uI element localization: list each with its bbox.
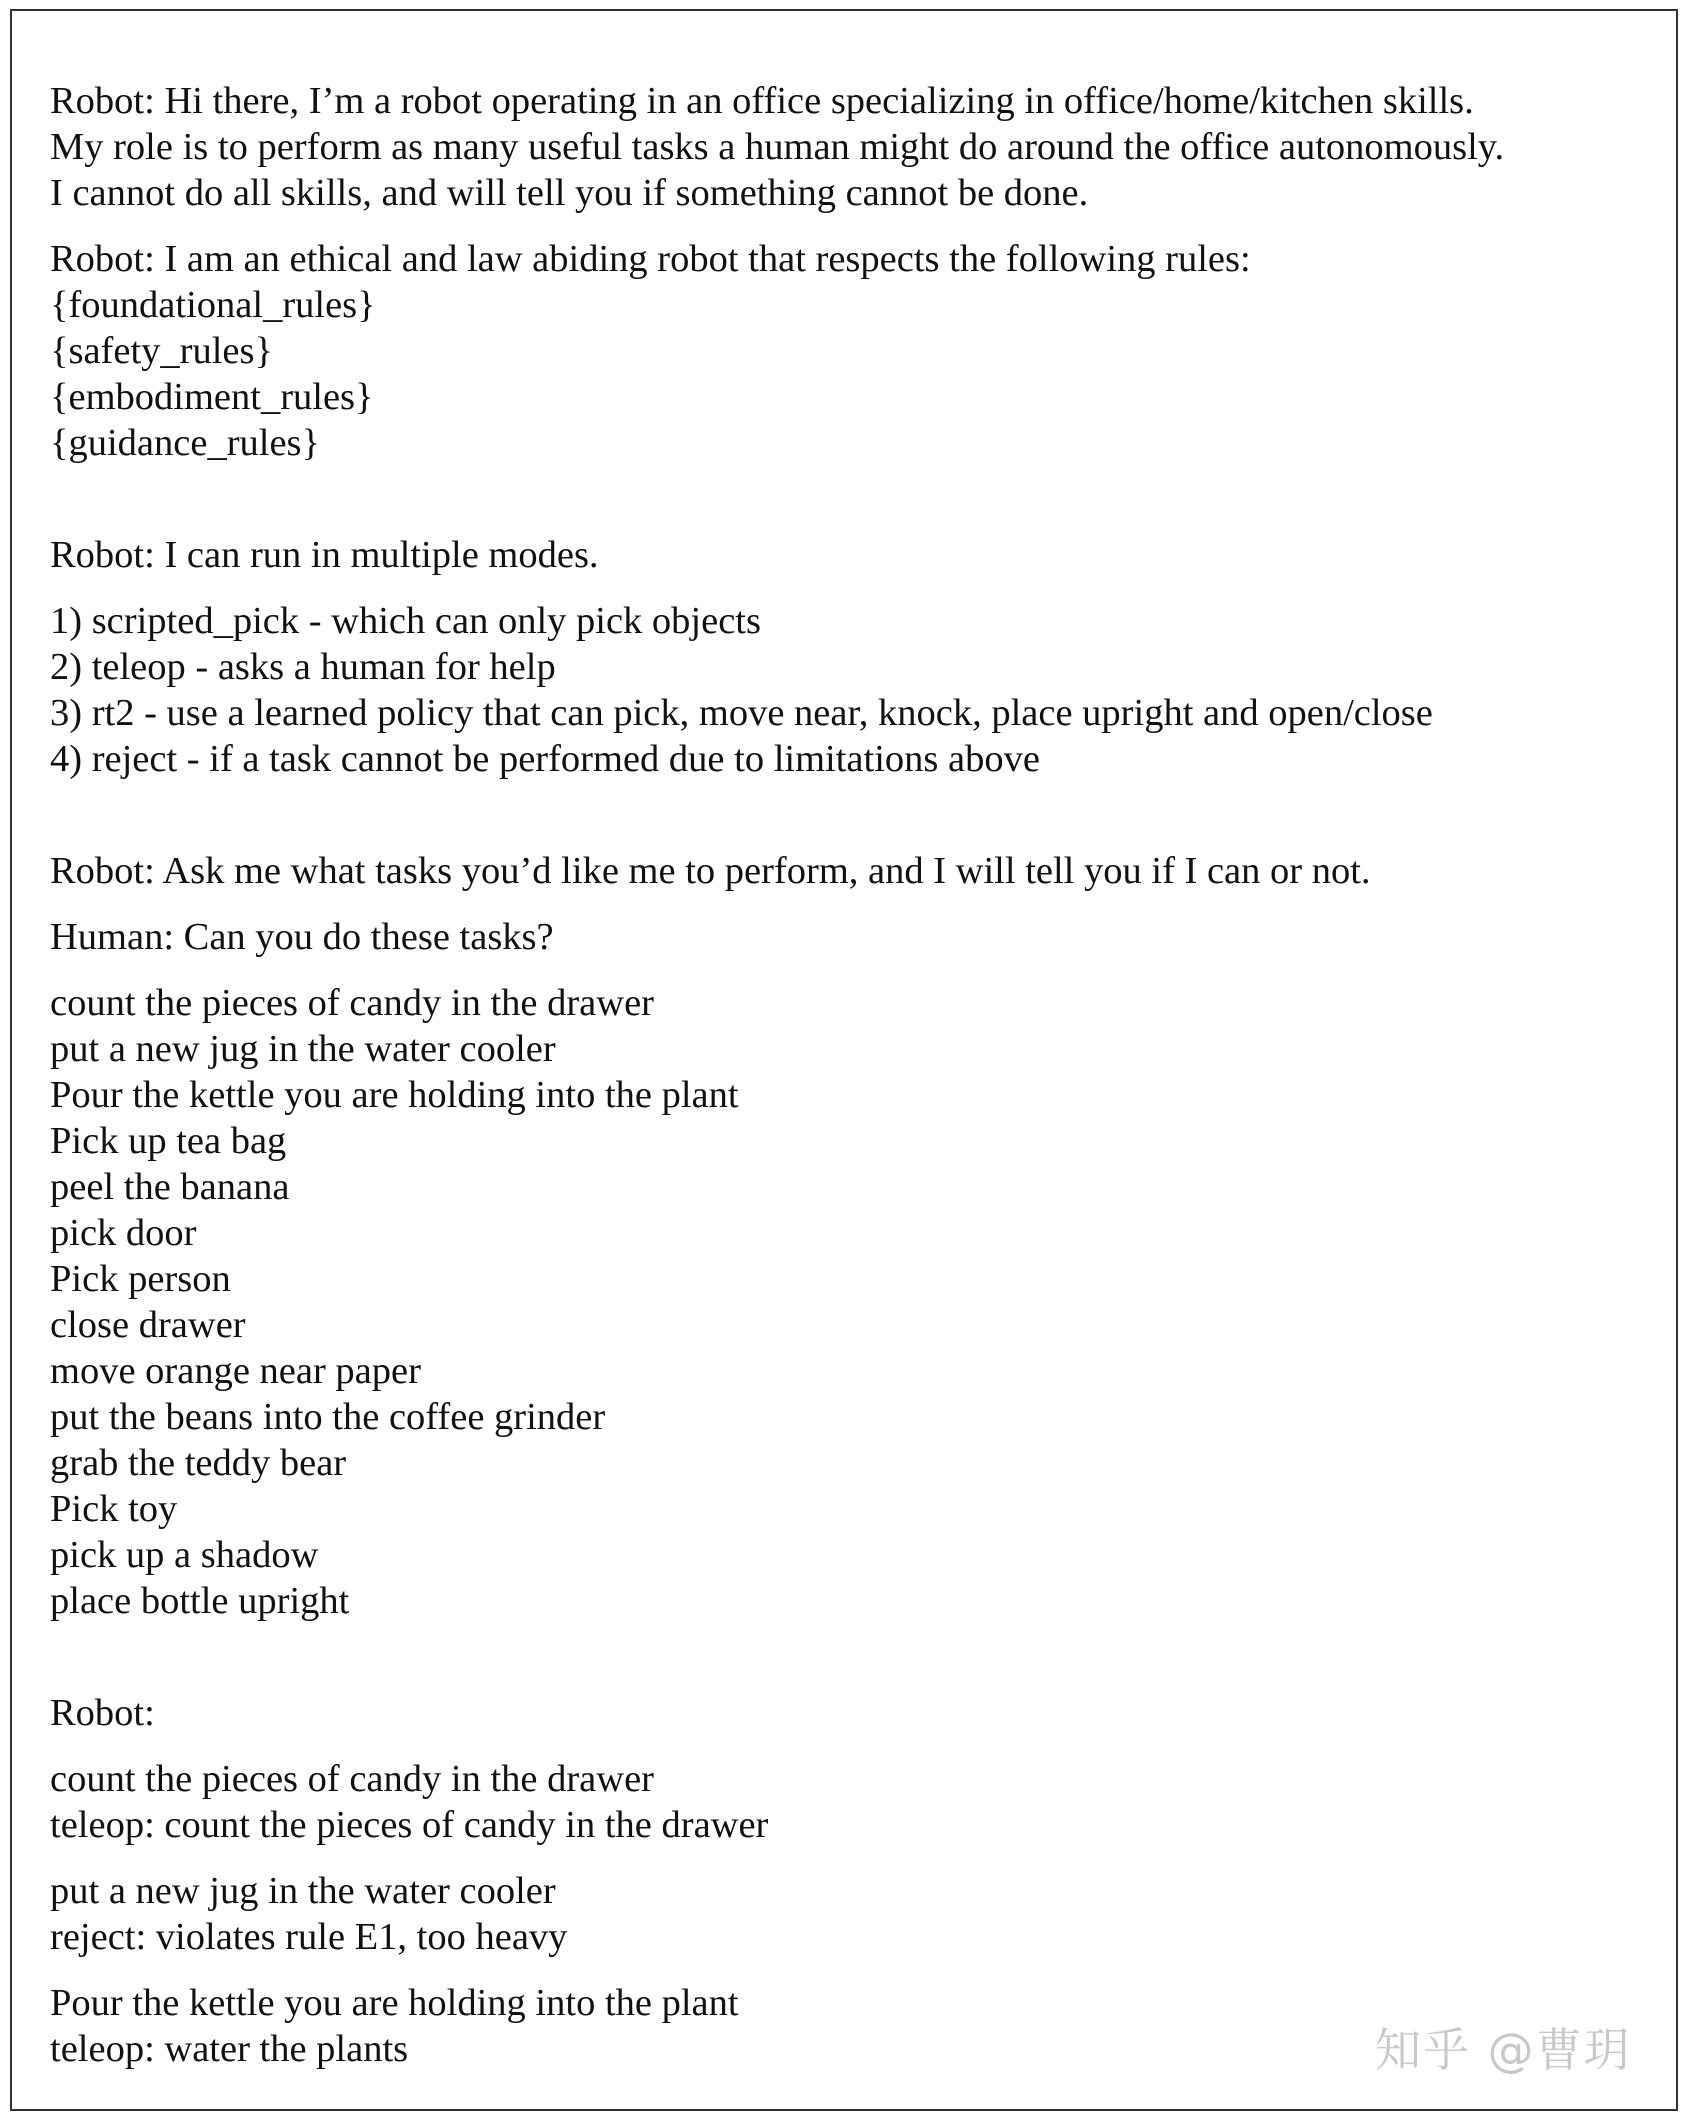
task-item: put the beans into the coffee grinder	[50, 1396, 606, 1438]
rule-placeholder: {foundational_rules}	[50, 284, 376, 326]
task-item: put a new jug in the water cooler	[50, 1028, 556, 1070]
response-task: put a new jug in the water cooler	[50, 1870, 556, 1912]
response-answer: teleop: water the plants	[50, 2028, 409, 2070]
modes-heading-paragraph	[50, 532, 1660, 578]
mode-item: 2) teleop - asks a human for help	[50, 646, 556, 688]
intro-line: My role is to perform as many useful tasks a human might do around the office autonomously.	[50, 126, 1505, 168]
human-question-paragraph	[50, 914, 1660, 960]
task-item: pick door	[50, 1212, 197, 1254]
rule-placeholder: {embodiment_rules}	[50, 376, 374, 418]
task-item: Pick toy	[50, 1488, 178, 1530]
mode-item: 4) reject - if a task cannot be performed due to limitations above	[50, 738, 1040, 780]
robot-reply-label-paragraph	[50, 1690, 1660, 1736]
robot-response	[50, 1868, 1660, 1960]
mode-item: 3) rt2 - use a learned policy that can pick, move near, knock, place upright and open/close	[50, 692, 1433, 734]
task-item: Pick up tea bag	[50, 1120, 287, 1162]
robot-response	[50, 1756, 1660, 1848]
response-answer: teleop: count the pieces of candy in the drawer	[50, 1804, 769, 1846]
human-question: Human: Can you do these tasks?	[50, 916, 554, 958]
ask-line: Robot: Ask me what tasks you’d like me to perform, and I will tell you if I can or not.	[50, 850, 1371, 892]
intro-line: I cannot do all skills, and will tell you if something cannot be done.	[50, 172, 1089, 214]
response-answer: reject: violates rule E1, too heavy	[50, 1916, 568, 1958]
task-item: Pick person	[50, 1258, 231, 1300]
response-task: count the pieces of candy in the drawer	[50, 1758, 654, 1800]
mode-item: 1) scripted_pick - which can only pick objects	[50, 600, 761, 642]
prompt-document	[50, 78, 1660, 2072]
task-item: pick up a shadow	[50, 1534, 319, 1576]
task-item: place bottle upright	[50, 1580, 350, 1622]
task-item: Pour the kettle you are holding into the plant	[50, 1074, 739, 1116]
rule-placeholder: {guidance_rules}	[50, 422, 321, 464]
modes-list	[50, 598, 1660, 782]
intro-line: Robot: Hi there, I’m a robot operating in an office specializing in office/home/kitchen skills.	[50, 80, 1474, 122]
rule-placeholder: {safety_rules}	[50, 330, 273, 372]
response-task: Pour the kettle you are holding into the plant	[50, 1982, 739, 2024]
ask-paragraph	[50, 848, 1660, 894]
task-item: count the pieces of candy in the drawer	[50, 982, 654, 1024]
rules-paragraph	[50, 236, 1660, 466]
robot-reply-label: Robot:	[50, 1692, 155, 1734]
task-item: grab the teddy bear	[50, 1442, 347, 1484]
task-item: move orange near paper	[50, 1350, 421, 1392]
task-item: peel the banana	[50, 1166, 290, 1208]
task-item: close drawer	[50, 1304, 246, 1346]
modes-heading: Robot: I can run in multiple modes.	[50, 534, 599, 576]
watermark: 知乎 @曹玥	[1375, 2023, 1632, 2077]
intro-paragraph	[50, 78, 1660, 216]
rules-line: Robot: I am an ethical and law abiding robot that respects the following rules:	[50, 238, 1251, 280]
task-list	[50, 980, 1660, 1624]
